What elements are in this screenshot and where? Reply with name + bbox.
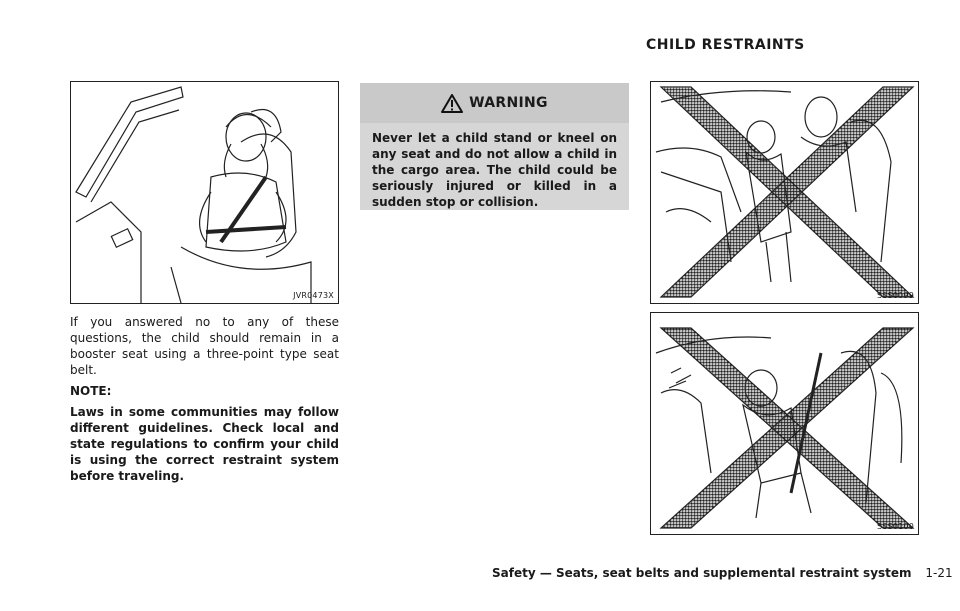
chapter-title: Safety — Seats, seat belts and supplemental restraint system (492, 566, 912, 580)
booster-seat-illustration (70, 81, 339, 304)
body-text (70, 314, 339, 489)
figure-code: SSS0100 (877, 522, 914, 531)
figure-code: SSS0099 (877, 291, 914, 300)
warning-text: Never let a child stand or kneel on any seat and do not allow a child in the cargo area. The child could be seriously injured or killed in a sudden stop or collision. (372, 131, 617, 209)
warning-box (360, 83, 629, 210)
child-standing-drawing (651, 82, 918, 303)
warning-header (360, 83, 629, 123)
section-header: CHILD RESTRAINTS (646, 37, 805, 53)
child-standing-crossed-illustration (650, 81, 919, 304)
note-label: NOTE: (70, 384, 112, 398)
page-number: 1-21 (925, 566, 953, 580)
child-kneeling-crossed-illustration (650, 312, 919, 535)
page-footer (492, 566, 953, 580)
warning-title: WARNING (469, 95, 548, 111)
booster-seat-drawing (71, 82, 338, 303)
warning-triangle-icon (441, 94, 463, 113)
figure-code: JVR0473X (293, 291, 334, 300)
child-kneeling-drawing (651, 313, 918, 534)
paragraph: If you answered no to any of these questions, the child should remain in a booster seat using a three-point type seat belt. (70, 315, 339, 377)
note-text: Laws in some communities may follow different guidelines. Check local and state regulations to confirm your child is using the correct restraint system before traveling. (70, 405, 339, 483)
